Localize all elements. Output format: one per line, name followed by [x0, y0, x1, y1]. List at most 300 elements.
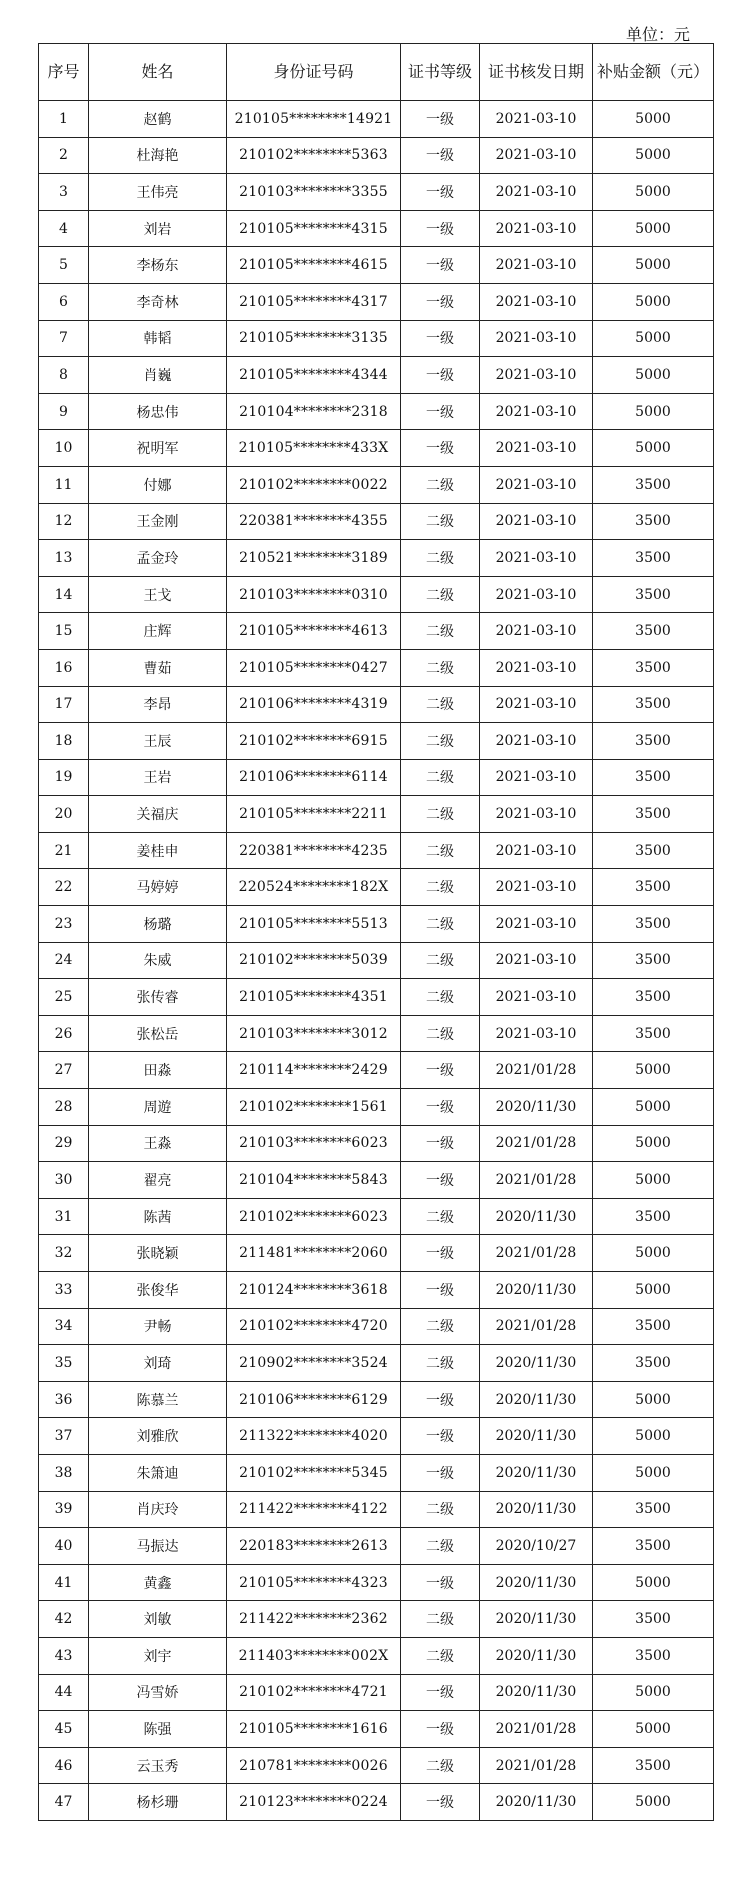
cell-cert-level: 一级	[401, 1564, 480, 1601]
table-row	[39, 1345, 714, 1382]
cell-subsidy-amount: 3500	[593, 686, 714, 723]
cell-issue-date: 2021-03-10	[480, 101, 593, 138]
cell-name: 庄辉	[89, 613, 227, 650]
cell-name: 周遊	[89, 1089, 227, 1126]
cell-index: 31	[39, 1198, 89, 1235]
cell-subsidy-amount: 5000	[593, 101, 714, 138]
cell-index: 19	[39, 759, 89, 796]
cell-cert-level: 二级	[401, 649, 480, 686]
cell-issue-date: 2021-03-10	[480, 759, 593, 796]
cell-id-number: 210102********1561	[227, 1089, 401, 1126]
cell-subsidy-amount: 3500	[593, 1198, 714, 1235]
cell-index: 44	[39, 1674, 89, 1711]
cell-subsidy-amount: 3500	[593, 649, 714, 686]
cell-issue-date: 2020/11/30	[480, 1418, 593, 1455]
cell-id-number: 210114********2429	[227, 1052, 401, 1089]
cell-subsidy-amount: 3500	[593, 1637, 714, 1674]
cell-issue-date: 2021-03-10	[480, 174, 593, 211]
cell-index: 41	[39, 1564, 89, 1601]
cell-subsidy-amount: 3500	[593, 1015, 714, 1052]
cell-subsidy-amount: 3500	[593, 1491, 714, 1528]
cell-cert-level: 一级	[401, 1674, 480, 1711]
cell-id-number: 210103********0310	[227, 576, 401, 613]
cell-index: 39	[39, 1491, 89, 1528]
cell-index: 14	[39, 576, 89, 613]
table-row	[39, 1454, 714, 1491]
cell-issue-date: 2021-03-10	[480, 942, 593, 979]
cell-index: 25	[39, 979, 89, 1016]
subsidy-table	[38, 43, 714, 1821]
cell-index: 43	[39, 1637, 89, 1674]
cell-issue-date: 2021-03-10	[480, 796, 593, 833]
table-row	[39, 430, 714, 467]
cell-cert-level: 二级	[401, 613, 480, 650]
cell-name: 马婷婷	[89, 869, 227, 906]
table-row	[39, 1089, 714, 1126]
cell-cert-level: 一级	[401, 1418, 480, 1455]
cell-index: 11	[39, 466, 89, 503]
cell-cert-level: 一级	[401, 1454, 480, 1491]
cell-name: 刘岩	[89, 210, 227, 247]
unit-label: 单位：元	[625, 25, 690, 44]
cell-cert-level: 一级	[401, 1235, 480, 1272]
cell-subsidy-amount: 5000	[593, 137, 714, 174]
table-row	[39, 832, 714, 869]
cell-subsidy-amount: 3500	[593, 1747, 714, 1784]
cell-name: 关福庆	[89, 796, 227, 833]
cell-name: 陈强	[89, 1711, 227, 1748]
cell-cert-level: 一级	[401, 393, 480, 430]
cell-index: 7	[39, 320, 89, 357]
cell-index: 37	[39, 1418, 89, 1455]
cell-name: 王岩	[89, 759, 227, 796]
cell-subsidy-amount: 5000	[593, 1125, 714, 1162]
table-row	[39, 210, 714, 247]
cell-subsidy-amount: 3500	[593, 540, 714, 577]
cell-name: 黄鑫	[89, 1564, 227, 1601]
cell-name: 祝明军	[89, 430, 227, 467]
cell-id-number: 210781********0026	[227, 1747, 401, 1784]
cell-subsidy-amount: 3500	[593, 796, 714, 833]
cell-id-number: 210102********4720	[227, 1308, 401, 1345]
cell-cert-level: 二级	[401, 1601, 480, 1638]
cell-index: 23	[39, 906, 89, 943]
cell-issue-date: 2021-03-10	[480, 1015, 593, 1052]
cell-index: 32	[39, 1235, 89, 1272]
cell-name: 刘宇	[89, 1637, 227, 1674]
cell-id-number: 210105********4317	[227, 283, 401, 320]
table-row	[39, 1637, 714, 1674]
cell-id-number: 210102********4721	[227, 1674, 401, 1711]
cell-id-number: 210102********5039	[227, 942, 401, 979]
header-subsidy-amount: 补贴金额（元）	[593, 44, 714, 101]
cell-issue-date: 2021/01/28	[480, 1308, 593, 1345]
cell-issue-date: 2020/11/30	[480, 1564, 593, 1601]
cell-index: 13	[39, 540, 89, 577]
cell-cert-level: 一级	[401, 210, 480, 247]
cell-name: 陈慕兰	[89, 1381, 227, 1418]
cell-cert-level: 二级	[401, 906, 480, 943]
cell-cert-level: 一级	[401, 1089, 480, 1126]
cell-cert-level: 一级	[401, 1784, 480, 1821]
table-row	[39, 540, 714, 577]
cell-cert-level: 二级	[401, 1491, 480, 1528]
cell-subsidy-amount: 3500	[593, 1345, 714, 1382]
cell-subsidy-amount: 5000	[593, 393, 714, 430]
cell-cert-level: 二级	[401, 1528, 480, 1565]
cell-id-number: 210105********5513	[227, 906, 401, 943]
cell-subsidy-amount: 5000	[593, 1418, 714, 1455]
cell-issue-date: 2021-03-10	[480, 649, 593, 686]
table-row	[39, 869, 714, 906]
table-row	[39, 1198, 714, 1235]
cell-issue-date: 2021/01/28	[480, 1235, 593, 1272]
cell-name: 王辰	[89, 723, 227, 760]
header-issue-date: 证书核发日期	[480, 44, 593, 101]
table-row	[39, 1235, 714, 1272]
cell-subsidy-amount: 3500	[593, 979, 714, 1016]
cell-cert-level: 一级	[401, 137, 480, 174]
cell-cert-level: 二级	[401, 942, 480, 979]
cell-cert-level: 一级	[401, 1272, 480, 1309]
cell-index: 35	[39, 1345, 89, 1382]
cell-cert-level: 一级	[401, 247, 480, 284]
cell-subsidy-amount: 5000	[593, 283, 714, 320]
cell-index: 46	[39, 1747, 89, 1784]
cell-issue-date: 2021-03-10	[480, 540, 593, 577]
cell-name: 李昂	[89, 686, 227, 723]
cell-cert-level: 二级	[401, 1747, 480, 1784]
cell-subsidy-amount: 3500	[593, 503, 714, 540]
table-row	[39, 1564, 714, 1601]
cell-subsidy-amount: 5000	[593, 430, 714, 467]
table-row	[39, 613, 714, 650]
table-row	[39, 101, 714, 138]
cell-subsidy-amount: 5000	[593, 1674, 714, 1711]
cell-cert-level: 一级	[401, 1381, 480, 1418]
cell-id-number: 210104********2318	[227, 393, 401, 430]
cell-id-number: 220183********2613	[227, 1528, 401, 1565]
cell-id-number: 210105********4351	[227, 979, 401, 1016]
cell-issue-date: 2020/10/27	[480, 1528, 593, 1565]
cell-index: 42	[39, 1601, 89, 1638]
cell-name: 赵鹤	[89, 101, 227, 138]
header-row	[39, 44, 714, 101]
table-row	[39, 1711, 714, 1748]
cell-cert-level: 一级	[401, 174, 480, 211]
table-row	[39, 796, 714, 833]
cell-name: 朱威	[89, 942, 227, 979]
table-row	[39, 174, 714, 211]
cell-id-number: 210105********1616	[227, 1711, 401, 1748]
cell-name: 张俊华	[89, 1272, 227, 1309]
cell-cert-level: 二级	[401, 1345, 480, 1382]
cell-issue-date: 2021/01/28	[480, 1747, 593, 1784]
cell-index: 1	[39, 101, 89, 138]
cell-name: 肖庆玲	[89, 1491, 227, 1528]
cell-issue-date: 2021-03-10	[480, 869, 593, 906]
cell-subsidy-amount: 3500	[593, 1528, 714, 1565]
cell-name: 冯雪娇	[89, 1674, 227, 1711]
cell-issue-date: 2020/11/30	[480, 1454, 593, 1491]
cell-index: 24	[39, 942, 89, 979]
cell-id-number: 210105********4615	[227, 247, 401, 284]
table-row	[39, 1747, 714, 1784]
header-index: 序号	[39, 44, 89, 101]
cell-subsidy-amount: 3500	[593, 869, 714, 906]
cell-id-number: 220381********4235	[227, 832, 401, 869]
cell-index: 12	[39, 503, 89, 540]
cell-subsidy-amount: 5000	[593, 247, 714, 284]
cell-index: 2	[39, 137, 89, 174]
cell-id-number: 210105********4613	[227, 613, 401, 650]
cell-issue-date: 2021-03-10	[480, 686, 593, 723]
table-row	[39, 942, 714, 979]
cell-name: 云玉秀	[89, 1747, 227, 1784]
table-row	[39, 357, 714, 394]
table-row	[39, 1784, 714, 1821]
cell-index: 33	[39, 1272, 89, 1309]
cell-cert-level: 一级	[401, 1162, 480, 1199]
cell-issue-date: 2021-03-10	[480, 210, 593, 247]
cell-cert-level: 二级	[401, 796, 480, 833]
table-row	[39, 906, 714, 943]
cell-index: 30	[39, 1162, 89, 1199]
cell-subsidy-amount: 3500	[593, 942, 714, 979]
cell-index: 6	[39, 283, 89, 320]
cell-id-number: 210106********4319	[227, 686, 401, 723]
cell-index: 22	[39, 869, 89, 906]
cell-issue-date: 2021-03-10	[480, 320, 593, 357]
cell-issue-date: 2021-03-10	[480, 979, 593, 1016]
cell-cert-level: 二级	[401, 759, 480, 796]
cell-name: 马振达	[89, 1528, 227, 1565]
cell-subsidy-amount: 5000	[593, 210, 714, 247]
cell-issue-date: 2021-03-10	[480, 832, 593, 869]
cell-issue-date: 2021/01/28	[480, 1125, 593, 1162]
cell-index: 21	[39, 832, 89, 869]
cell-index: 20	[39, 796, 89, 833]
cell-name: 李杨东	[89, 247, 227, 284]
cell-issue-date: 2021/01/28	[480, 1052, 593, 1089]
cell-name: 王戈	[89, 576, 227, 613]
cell-cert-level: 二级	[401, 503, 480, 540]
cell-name: 付娜	[89, 466, 227, 503]
cell-id-number: 210105********433X	[227, 430, 401, 467]
cell-issue-date: 2020/11/30	[480, 1381, 593, 1418]
cell-id-number: 210105********14921	[227, 101, 401, 138]
cell-issue-date: 2021-03-10	[480, 357, 593, 394]
cell-subsidy-amount: 3500	[593, 1601, 714, 1638]
cell-subsidy-amount: 5000	[593, 320, 714, 357]
cell-id-number: 210103********6023	[227, 1125, 401, 1162]
cell-cert-level: 二级	[401, 576, 480, 613]
cell-cert-level: 一级	[401, 320, 480, 357]
cell-name: 王金刚	[89, 503, 227, 540]
table-row	[39, 1528, 714, 1565]
cell-index: 17	[39, 686, 89, 723]
cell-subsidy-amount: 5000	[593, 1711, 714, 1748]
cell-name: 刘敏	[89, 1601, 227, 1638]
cell-issue-date: 2021-03-10	[480, 137, 593, 174]
cell-name: 张晓颖	[89, 1235, 227, 1272]
cell-issue-date: 2021-03-10	[480, 283, 593, 320]
cell-cert-level: 一级	[401, 101, 480, 138]
table-row	[39, 1674, 714, 1711]
cell-index: 47	[39, 1784, 89, 1821]
cell-issue-date: 2020/11/30	[480, 1272, 593, 1309]
cell-id-number: 210103********3355	[227, 174, 401, 211]
header-id-number: 身份证号码	[227, 44, 401, 101]
cell-name: 王淼	[89, 1125, 227, 1162]
cell-index: 27	[39, 1052, 89, 1089]
cell-id-number: 210105********4344	[227, 357, 401, 394]
table-row	[39, 1272, 714, 1309]
table-row	[39, 649, 714, 686]
header-name: 姓名	[89, 44, 227, 101]
table-row	[39, 576, 714, 613]
cell-issue-date: 2020/11/30	[480, 1637, 593, 1674]
cell-id-number: 220524********182X	[227, 869, 401, 906]
table-row	[39, 1308, 714, 1345]
cell-issue-date: 2021-03-10	[480, 576, 593, 613]
cell-id-number: 211422********4122	[227, 1491, 401, 1528]
table-row	[39, 466, 714, 503]
cell-subsidy-amount: 3500	[593, 1308, 714, 1345]
cell-id-number: 211481********2060	[227, 1235, 401, 1272]
cell-subsidy-amount: 5000	[593, 1235, 714, 1272]
cell-index: 8	[39, 357, 89, 394]
table-body	[39, 101, 714, 1821]
cell-cert-level: 二级	[401, 686, 480, 723]
cell-cert-level: 二级	[401, 540, 480, 577]
cell-subsidy-amount: 5000	[593, 1564, 714, 1601]
cell-index: 34	[39, 1308, 89, 1345]
cell-issue-date: 2021-03-10	[480, 906, 593, 943]
cell-subsidy-amount: 5000	[593, 357, 714, 394]
cell-cert-level: 二级	[401, 1015, 480, 1052]
cell-id-number: 210105********0427	[227, 649, 401, 686]
cell-name: 陈茜	[89, 1198, 227, 1235]
cell-index: 10	[39, 430, 89, 467]
cell-name: 朱箫迪	[89, 1454, 227, 1491]
cell-subsidy-amount: 5000	[593, 174, 714, 211]
cell-index: 15	[39, 613, 89, 650]
cell-issue-date: 2020/11/30	[480, 1491, 593, 1528]
cell-id-number: 220381********4355	[227, 503, 401, 540]
cell-name: 姜桂申	[89, 832, 227, 869]
table-row	[39, 503, 714, 540]
table-row	[39, 686, 714, 723]
cell-cert-level: 一级	[401, 1125, 480, 1162]
cell-cert-level: 一级	[401, 1052, 480, 1089]
cell-cert-level: 一级	[401, 430, 480, 467]
cell-name: 张松岳	[89, 1015, 227, 1052]
cell-id-number: 210102********6915	[227, 723, 401, 760]
cell-index: 45	[39, 1711, 89, 1748]
cell-subsidy-amount: 3500	[593, 832, 714, 869]
table-row	[39, 723, 714, 760]
table-row	[39, 1491, 714, 1528]
cell-subsidy-amount: 3500	[593, 759, 714, 796]
cell-id-number: 211422********2362	[227, 1601, 401, 1638]
cell-issue-date: 2021/01/28	[480, 1711, 593, 1748]
cell-subsidy-amount: 3500	[593, 466, 714, 503]
cell-issue-date: 2020/11/30	[480, 1089, 593, 1126]
cell-issue-date: 2020/11/30	[480, 1674, 593, 1711]
cell-index: 28	[39, 1089, 89, 1126]
cell-issue-date: 2021-03-10	[480, 466, 593, 503]
cell-name: 田淼	[89, 1052, 227, 1089]
cell-name: 肖巍	[89, 357, 227, 394]
cell-id-number: 210104********5843	[227, 1162, 401, 1199]
table-row	[39, 1381, 714, 1418]
cell-id-number: 210105********2211	[227, 796, 401, 833]
cell-id-number: 210102********0022	[227, 466, 401, 503]
cell-index: 4	[39, 210, 89, 247]
cell-cert-level: 一级	[401, 357, 480, 394]
cell-id-number: 210105********4315	[227, 210, 401, 247]
cell-issue-date: 2021-03-10	[480, 393, 593, 430]
cell-name: 韩韬	[89, 320, 227, 357]
cell-subsidy-amount: 5000	[593, 1784, 714, 1821]
cell-name: 杨璐	[89, 906, 227, 943]
table-row	[39, 393, 714, 430]
cell-name: 杨忠伟	[89, 393, 227, 430]
cell-subsidy-amount: 5000	[593, 1454, 714, 1491]
cell-subsidy-amount: 3500	[593, 613, 714, 650]
cell-id-number: 211403********002X	[227, 1637, 401, 1674]
cell-name: 孟金玲	[89, 540, 227, 577]
cell-id-number: 210105********4323	[227, 1564, 401, 1601]
cell-id-number: 210521********3189	[227, 540, 401, 577]
table-row	[39, 320, 714, 357]
cell-subsidy-amount: 3500	[593, 723, 714, 760]
table-row	[39, 1125, 714, 1162]
cell-name: 曹茹	[89, 649, 227, 686]
cell-id-number: 210102********5363	[227, 137, 401, 174]
cell-id-number: 210106********6114	[227, 759, 401, 796]
cell-index: 9	[39, 393, 89, 430]
cell-name: 刘雅欣	[89, 1418, 227, 1455]
cell-name: 杜海艳	[89, 137, 227, 174]
cell-name: 张传睿	[89, 979, 227, 1016]
cell-issue-date: 2020/11/30	[480, 1784, 593, 1821]
cell-name: 杨杉珊	[89, 1784, 227, 1821]
cell-issue-date: 2021-03-10	[480, 503, 593, 540]
cell-cert-level: 一级	[401, 1711, 480, 1748]
cell-subsidy-amount: 5000	[593, 1089, 714, 1126]
table-row	[39, 1162, 714, 1199]
cell-index: 3	[39, 174, 89, 211]
cell-issue-date: 2020/11/30	[480, 1198, 593, 1235]
cell-cert-level: 二级	[401, 1308, 480, 1345]
cell-issue-date: 2021-03-10	[480, 247, 593, 284]
cell-issue-date: 2020/11/30	[480, 1345, 593, 1382]
cell-cert-level: 二级	[401, 1198, 480, 1235]
cell-id-number: 210103********3012	[227, 1015, 401, 1052]
cell-index: 5	[39, 247, 89, 284]
cell-index: 26	[39, 1015, 89, 1052]
table-row	[39, 137, 714, 174]
cell-name: 刘琦	[89, 1345, 227, 1382]
table-row	[39, 1418, 714, 1455]
cell-subsidy-amount: 5000	[593, 1052, 714, 1089]
table-row	[39, 247, 714, 284]
cell-cert-level: 二级	[401, 832, 480, 869]
cell-issue-date: 2021-03-10	[480, 613, 593, 650]
cell-issue-date: 2020/11/30	[480, 1601, 593, 1638]
